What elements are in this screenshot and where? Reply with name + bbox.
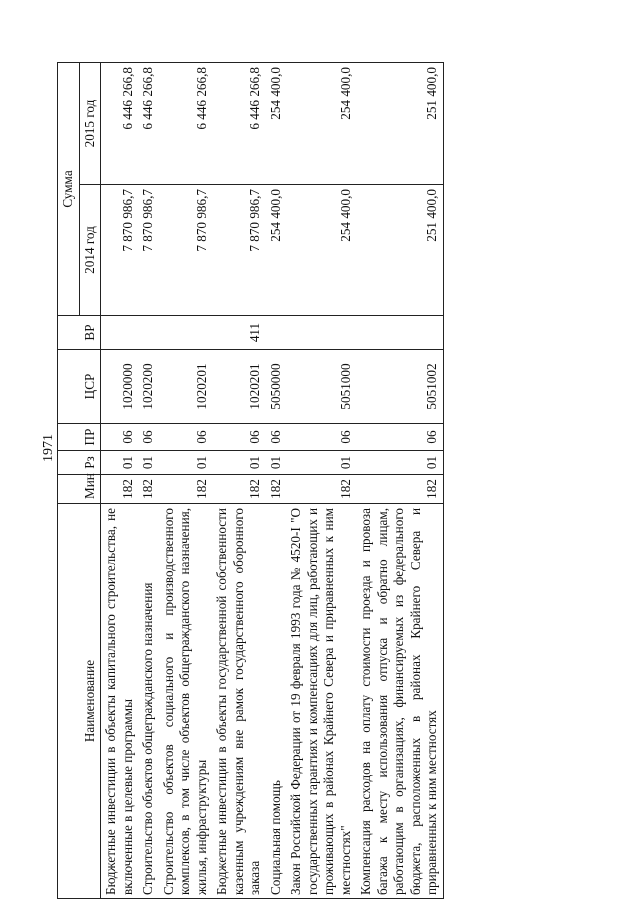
row-csr: 1020201: [159, 350, 213, 424]
header-sum: Сумма: [58, 63, 80, 316]
header-name: Наименование: [58, 504, 101, 899]
row-pr: 06: [266, 424, 287, 451]
row-rz: 01: [138, 451, 159, 475]
table-row: [286, 63, 356, 899]
row-csr: 5051000: [286, 350, 356, 424]
table-row: [212, 63, 266, 899]
row-rz: 01: [286, 451, 356, 475]
table-row: [356, 63, 443, 899]
row-2014: 7 870 986,7: [138, 185, 159, 316]
row-2015: 251 400,0: [356, 63, 443, 185]
table-row: [266, 63, 287, 899]
row-min: 182: [101, 475, 139, 504]
row-vr: 411: [212, 316, 266, 350]
header-pr: ПР: [58, 424, 101, 451]
row-csr: 5050000: [266, 350, 287, 424]
budget-table-sheet: [57, 63, 597, 899]
row-pr: 06: [159, 424, 213, 451]
table-row: [138, 63, 159, 899]
row-pr: 06: [138, 424, 159, 451]
row-vr: [286, 316, 356, 350]
table-body: [101, 63, 444, 899]
row-pr: 06: [356, 424, 443, 451]
row-2015: 6 446 266,8: [159, 63, 213, 185]
row-vr: [356, 316, 443, 350]
row-2014: 7 870 986,7: [212, 185, 266, 316]
page-number: 1971: [41, 434, 56, 462]
row-name: Строительство объектов социального и производственного комплексов, в том числе объектов общегражданского назначения, жилья, инфраструктуры: [159, 504, 213, 899]
row-rz: 01: [356, 451, 443, 475]
row-vr: [101, 316, 139, 350]
row-2015: 254 400,0: [286, 63, 356, 185]
row-name: Закон Российской Федерации от 19 февраля 1993 года № 4520-I "О государственных гарантиях и компенсациях для лиц, работающих и проживающих в районах Крайнего Севера и приравненных к ним местностях": [286, 504, 356, 899]
table-row: [101, 63, 139, 899]
row-name: Социальная помощь: [266, 504, 287, 899]
row-vr: [266, 316, 287, 350]
row-min: 182: [266, 475, 287, 504]
row-rz: 01: [212, 451, 266, 475]
row-rz: 01: [266, 451, 287, 475]
row-vr: [159, 316, 213, 350]
row-2014: 254 400,0: [266, 185, 287, 316]
header-min: Мин: [58, 475, 101, 504]
row-rz: 01: [101, 451, 139, 475]
header-csr: ЦСР: [58, 350, 101, 424]
header-vr: ВР: [58, 316, 101, 350]
table-row: [159, 63, 213, 899]
row-2015: 6 446 266,8: [138, 63, 159, 185]
row-2015: 6 446 266,8: [212, 63, 266, 185]
row-2014: 7 870 986,7: [159, 185, 213, 316]
row-csr: 5051002: [356, 350, 443, 424]
row-pr: 06: [212, 424, 266, 451]
row-2014: 7 870 986,7: [101, 185, 139, 316]
row-vr: [138, 316, 159, 350]
row-name: Бюджетные инвестиции в объекты капитального строительства, не включенные в целевые программы: [101, 504, 139, 899]
row-csr: 1020201: [212, 350, 266, 424]
header-2014: 2014 год: [79, 185, 101, 316]
row-name: Компенсация расходов на оплату стоимости проезда и провоза багажа к месту использования отпуска и обратно лицам, работающим в организациях, финансируемых из федерального бюджета, расположенных в районах Крайнего Севера и приравненных к ним местностях: [356, 504, 443, 899]
row-csr: 1020200: [138, 350, 159, 424]
table-header: [58, 63, 101, 899]
row-2015: 6 446 266,8: [101, 63, 139, 185]
budget-table: [57, 62, 444, 899]
row-2014: 251 400,0: [356, 185, 443, 316]
row-min: 182: [159, 475, 213, 504]
header-rz: Рз: [58, 451, 101, 475]
row-name: Бюджетные инвестиции в объекты государственной собственности казенным учреждениям вне рамок государственного оборонного заказа: [212, 504, 266, 899]
row-pr: 06: [286, 424, 356, 451]
row-pr: 06: [101, 424, 139, 451]
row-2015: 254 400,0: [266, 63, 287, 185]
row-csr: 1020000: [101, 350, 139, 424]
row-2014: 254 400,0: [286, 185, 356, 316]
row-name: Строительство объектов общегражданского назначения: [138, 504, 159, 899]
row-min: 182: [212, 475, 266, 504]
row-min: 182: [286, 475, 356, 504]
row-rz: 01: [159, 451, 213, 475]
header-2015: 2015 год: [79, 63, 101, 185]
row-min: 182: [356, 475, 443, 504]
row-min: 182: [138, 475, 159, 504]
